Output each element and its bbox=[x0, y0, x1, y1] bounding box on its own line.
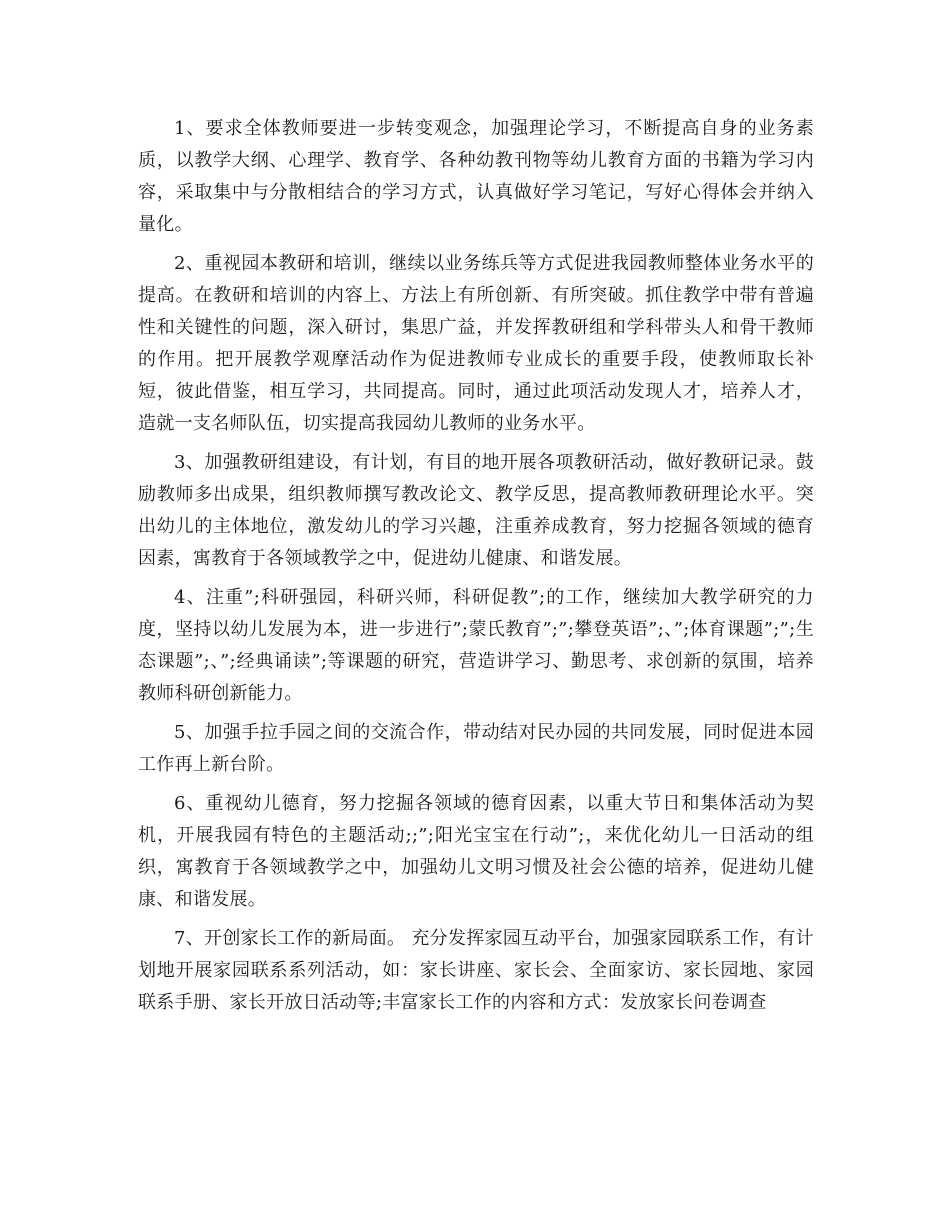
paragraph-5: 5、加强手拉手园之间的交流合作，带动结对民办园的共同发展，同时促进本园工作再上新台阶。 bbox=[138, 722, 814, 775]
paragraph-2: 2、重视园本教研和培训，继续以业务练兵等方式促进我园教师整体业务水平的提高。在教研和培训的内容上、方法上有所创新、有所突破。抓住教学中带有普遍性和关键性的问题，深入研讨，集思广益，并发挥教研组和学科带头人和骨干教师的作用。把开展教学观摩活动作为促进教师专业成长的重要手段，使教师取长补短，彼此借鉴，相互学习，共同提高。同时，通过此项活动发现人才，培养人才，造就一支名师队伍，切实提高我园幼儿教师的业务水平。 bbox=[138, 253, 814, 434]
paragraph-6: 6、重视幼儿德育，努力挖掘各领域的德育因素，以重大节日和集体活动为契机，开展我园有特色的主题活动;;”;阳光宝宝在行动”;，来优化幼儿一日活动的组织，寓教育于各领域教学之中，加强幼儿文明习惯及社会公德的培养，促进幼儿健康、和谐发展。 bbox=[138, 793, 814, 910]
paragraph-4: 4、注重”;科研强园，科研兴师，科研促教”;的工作，继续加大教学研究的力度，坚持以幼儿发展为本，进一步进行”;蒙氏教育”;”;攀登英语”;、”;体育课题”;”;生态课题”;、”;经典诵读”;等课题的研究，营造讲学习、勤思考、求创新的氛围，培养教师科研创新能力。 bbox=[138, 587, 814, 704]
paragraph-7: 7、开创家长工作的新局面。 充分发挥家园互动平台，加强家园联系工作，有计划地开展家园联系系列活动，如：家长讲座、家长会、全面家访、家长园地、家园联系手册、家长开放日活动等;丰富家长工作的内容和方式：发放家长问卷调查 bbox=[138, 928, 814, 1013]
paragraph-1: 1、要求全体教师要进一步转变观念，加强理论学习，不断提高自身的业务素质，以教学大纲、心理学、教育学、各种幼教刊物等幼儿教育方面的书籍为学习内容，采取集中与分散相结合的学习方式，认真做好学习笔记，写好心得体会并纳入量化。 bbox=[138, 118, 814, 235]
paragraph-3: 3、加强教研组建设，有计划，有目的地开展各项教研活动，做好教研记录。鼓励教师多出成果，组织教师撰写教改论文、教学反思，提高教师教研理论水平。突出幼儿的主体地位，激发幼儿的学习兴趣，注重养成教育，努力挖掘各领域的德育因素，寓教育于各领域教学之中，促进幼儿健康、和谐发展。 bbox=[138, 452, 814, 569]
document-body bbox=[138, 113, 814, 1026]
